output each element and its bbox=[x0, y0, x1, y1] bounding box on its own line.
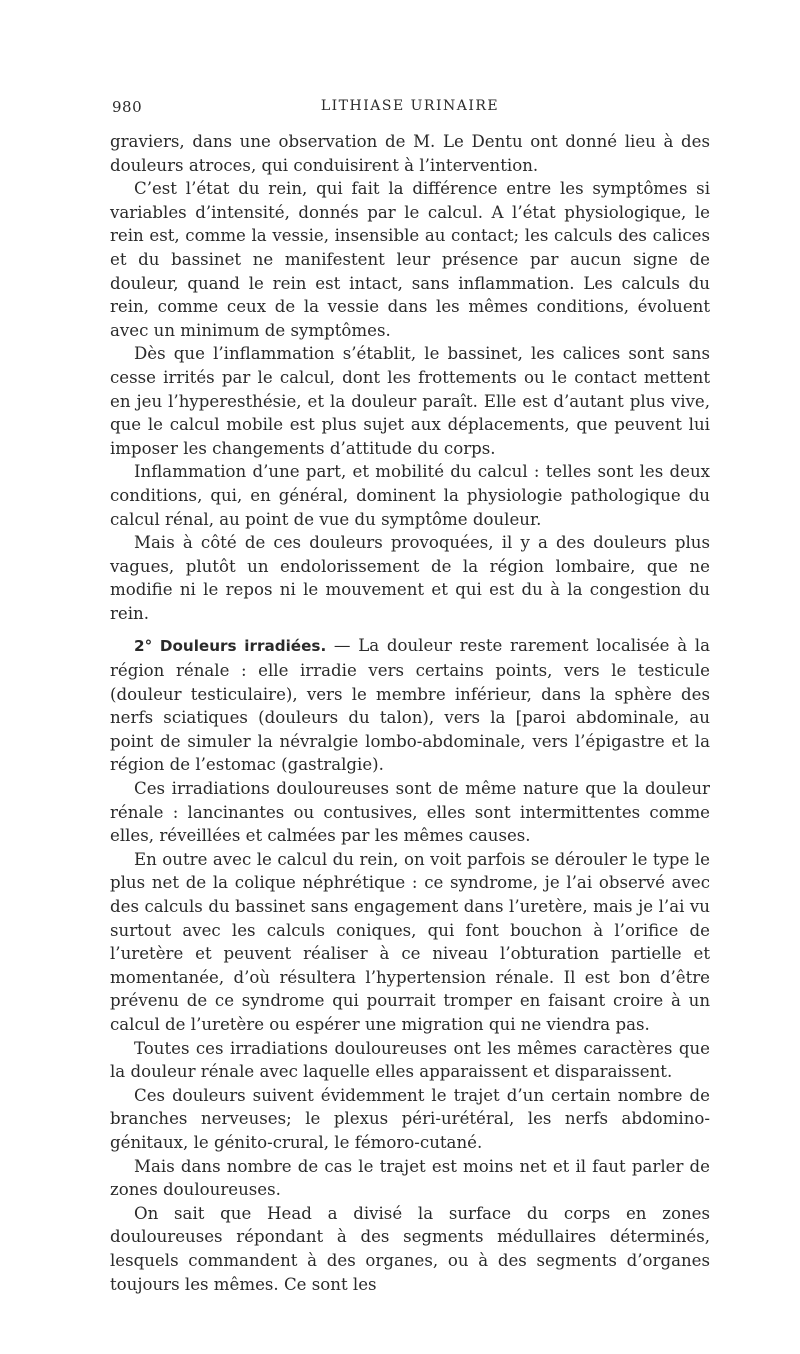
body-text bbox=[110, 130, 710, 1296]
paragraph: Toutes ces irradiations douloureuses ont les mêmes caractères que la douleur rénale avec laquelle elles apparaissent et disparaissent. bbox=[110, 1038, 710, 1082]
paragraph: On sait que Head a divisé la surface du corps en zones douloureuses répondant à des segments médullaires déterminés, lesquels commandent à des organes, ou à des segments d’organes toujours les mêmes. Ce sont les bbox=[110, 1203, 710, 1294]
paragraph: Mais dans nombre de cas le trajet est moins net et il faut parler de zones douloureuses. bbox=[110, 1156, 710, 1200]
paragraph-continued: graviers, dans une observation de M. Le Dentu ont donné lieu à des douleurs atroces, qui conduisirent à l’intervention. bbox=[110, 132, 710, 175]
section-heading: 2° Douleurs irradiées. bbox=[134, 637, 327, 656]
paragraph: Mais à côté de ces douleurs provoquées, il y a des douleurs plus vagues, plutôt un endolorissement de la région lombaire, que ne modifie ni le repos ni le mouvement et qui est du à la congestion du rein. bbox=[110, 533, 710, 623]
paragraph: Ces irradiations douloureuses sont de même nature que la douleur rénale : lancinantes ou contusives, elles sont intermittentes comme elles, réveillées et calmées par les mêmes causes. bbox=[110, 779, 710, 846]
paragraph: Inflammation d’une part, et mobilité du calcul : telles sont les deux conditions, qui, en général, dominent la physiologie pathologique du calcul rénal, au point de vue du symptôme douleur. bbox=[110, 462, 710, 529]
page-number: 980 bbox=[112, 98, 143, 116]
paragraph: Ces douleurs suivent évidemment le trajet d’un certain nombre de branches nerveuses; le plexus péri-urétéral, les nerfs abdomino-génitaux, le génito-crural, le fémoro-cutané. bbox=[110, 1085, 710, 1152]
running-header bbox=[112, 98, 708, 122]
paragraph: En outre avec le calcul du rein, on voit parfois se dérouler le type le plus net de la colique néphrétique : ce syndrome, je l’ai observé avec des calculs du bassinet sans engagement dans l’uretère, mais je l’ai vu surtout avec les calculs coniques, qui font bouchon à l’orifice de l’uretère et peuvent réaliser à ce niveau l’obturation partielle et momentanée, d’où résultera l’hypertension rénale. Il est bon d’être prévenu de ce syndrome qui pourrait tromper en faisant croire à un calcul de l’uretère ou espérer une migration qui ne viendra pas. bbox=[110, 849, 710, 1034]
section-lead-paragraph bbox=[110, 634, 710, 777]
paragraph: Dès que l’inflammation s’établit, le bassinet, les calices sont sans cesse irrités par le calcul, dont les frottements ou le contact mettent en jeu l’hyperesthésie, et la douleur paraît. Elle est d’autant plus vive, que le calcul mobile est plus sujet aux déplacements, que peuvent lui imposer les changements d’attitude du corps. bbox=[110, 344, 710, 458]
paragraph: C’est l’état du rein, qui fait la différence entre les symptômes si variables d’intensité, donnés par le calcul. A l’état physiologique, le rein est, comme la vessie, insensible au contact; les calculs des calices et du bassinet ne manifestent leur présence par aucun signe de douleur, quand le rein est intact, sans inflammation. Les calculs du rein, comme ceux de la vessie dans les mêmes conditions, évoluent avec un minimum de symptômes. bbox=[110, 179, 710, 340]
section-lead-text: — La douleur reste rarement localisée à la région rénale : elle irradie vers certains points, vers le testicule (douleur testiculaire), vers le membre inférieur, dans la sphère des nerfs sciatiques (douleurs du talon), vers la [paroi abdominale, au point de simuler la névralgie lombo-abdominale, vers l’épigastre et la région de l’estomac (gastralgie). bbox=[110, 636, 710, 775]
running-title: LITHIASE URINAIRE bbox=[320, 98, 500, 114]
